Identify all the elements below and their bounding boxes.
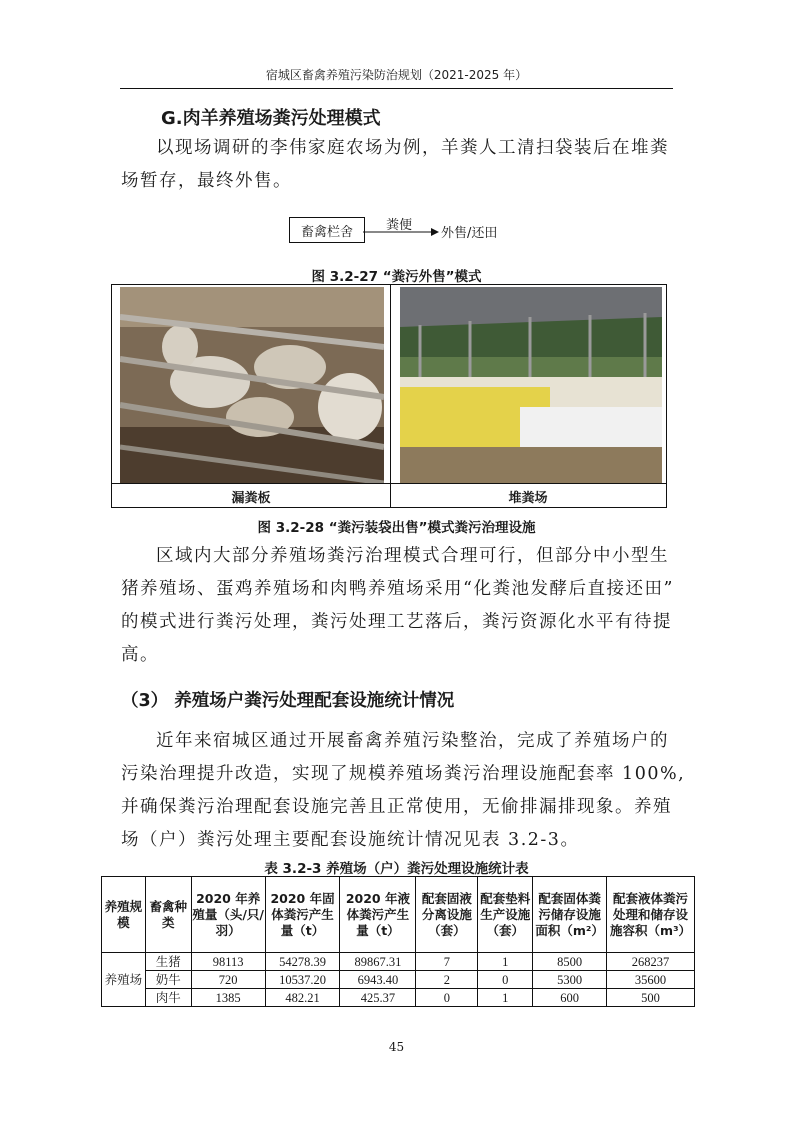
cell: 1385 [191, 989, 265, 1007]
cell: 5300 [533, 971, 607, 989]
paragraph-line: 场（户）粪污处理主要配套设施统计情况见表 3.2-3。 [121, 830, 580, 850]
cell: 89867.31 [340, 953, 416, 971]
cell: 6943.40 [340, 971, 416, 989]
table-header-row [102, 877, 695, 953]
header-stock: 2020 年养殖量（头/只/羽） [191, 877, 265, 953]
paragraph-line: 高。 [121, 645, 159, 665]
cell: 2 [416, 971, 478, 989]
cell-kind: 肉牛 [145, 989, 191, 1007]
table-row [102, 953, 695, 971]
paragraph-line: 以现场调研的李伟家庭农场为例，羊粪人工清扫袋装后在堆粪 [156, 138, 669, 158]
header-species: 畜禽种类 [145, 877, 191, 953]
cell: 482.21 [265, 989, 340, 1007]
table-row [102, 989, 695, 1007]
header-bedding: 配套垫料生产设施（套） [478, 877, 533, 953]
table-caption: 表 3.2-3 养殖场（户）粪污处理设施统计表 [264, 861, 529, 877]
sheep-pen-photo [120, 287, 384, 483]
header-separation: 配套固液分离设施（套） [416, 877, 478, 953]
figure-caption-3-2-27: 图 3.2-27 “粪污外售”模式 [311, 269, 482, 285]
facility-stats-table [101, 876, 695, 1007]
group-cell: 养殖场 [102, 953, 146, 1007]
cell-kind: 奶牛 [145, 971, 191, 989]
cell: 1 [478, 989, 533, 1007]
cell: 35600 [607, 971, 695, 989]
cell: 720 [191, 971, 265, 989]
manure-yard-photo [400, 287, 662, 483]
flow-box-source: 畜禽栏舍 [289, 217, 365, 243]
cell: 8500 [533, 953, 607, 971]
paragraph-line: 并确保粪污治理配套设施完善且正常使用，无偷排漏排现象。养殖 [121, 797, 672, 817]
paragraph-line: 近年来宿城区通过开展畜禽养殖污染整治，完成了养殖场户的 [156, 731, 669, 751]
flow-arrow-icon [363, 226, 439, 238]
header-solid-manure: 2020 年固体粪污产生量（t） [265, 877, 340, 953]
cell: 54278.39 [265, 953, 340, 971]
cell: 0 [416, 989, 478, 1007]
section-heading-3: （3） 养殖场户粪污处理配套设施统计情况 [121, 691, 455, 711]
cell-kind: 生猪 [145, 953, 191, 971]
paragraph-line: 猪养殖场、蛋鸡养殖场和肉鸭养殖场采用“化粪池发酵后直接还田” [121, 579, 674, 599]
cell: 10537.20 [265, 971, 340, 989]
paragraph-line: 场暂存，最终外售。 [121, 171, 292, 191]
header-solid-storage: 配套固体粪污储存设施面积（m²） [533, 877, 607, 953]
photo-divider [390, 285, 391, 507]
flow-arrow-label: 粪便 [386, 218, 413, 233]
photo-label-right: 堆粪场 [508, 491, 548, 506]
header-liquid-manure: 2020 年液体粪污产生量（t） [340, 877, 416, 953]
cell: 500 [607, 989, 695, 1007]
cell: 268237 [607, 953, 695, 971]
photo-label-rule [112, 483, 666, 484]
paragraph-line: 的模式进行粪污处理，粪污处理工艺落后，粪污资源化水平有待提 [121, 612, 672, 632]
cell: 1 [478, 953, 533, 971]
figure-caption-3-2-28: 图 3.2-28 “粪污装袋出售”模式粪污治理设施 [257, 520, 536, 536]
table-row [102, 971, 695, 989]
header-rule [120, 88, 673, 89]
page-header: 宿城区畜禽养殖污染防治规划（2021-2025 年） [265, 68, 528, 82]
photo-label-left: 漏粪板 [231, 491, 271, 506]
cell: 0 [478, 971, 533, 989]
cell: 98113 [191, 953, 265, 971]
photo-table [111, 284, 667, 508]
cell: 600 [533, 989, 607, 1007]
paragraph-line: 区域内大部分养殖场粪污治理模式合理可行，但部分中小型生 [156, 546, 669, 566]
flow-target-label: 外售/还田 [441, 226, 498, 241]
header-scale: 养殖规模 [102, 877, 146, 953]
page-number: 45 [388, 1040, 405, 1054]
cell: 7 [416, 953, 478, 971]
cell: 425.37 [340, 989, 416, 1007]
header-liquid-storage: 配套液体粪污处理和储存设施容积（m³） [607, 877, 695, 953]
section-heading-g: G.肉羊养殖场粪污处理模式 [161, 108, 381, 129]
paragraph-line: 污染治理提升改造，实现了规模养殖场粪污治理设施配套率 100%, [121, 764, 686, 784]
